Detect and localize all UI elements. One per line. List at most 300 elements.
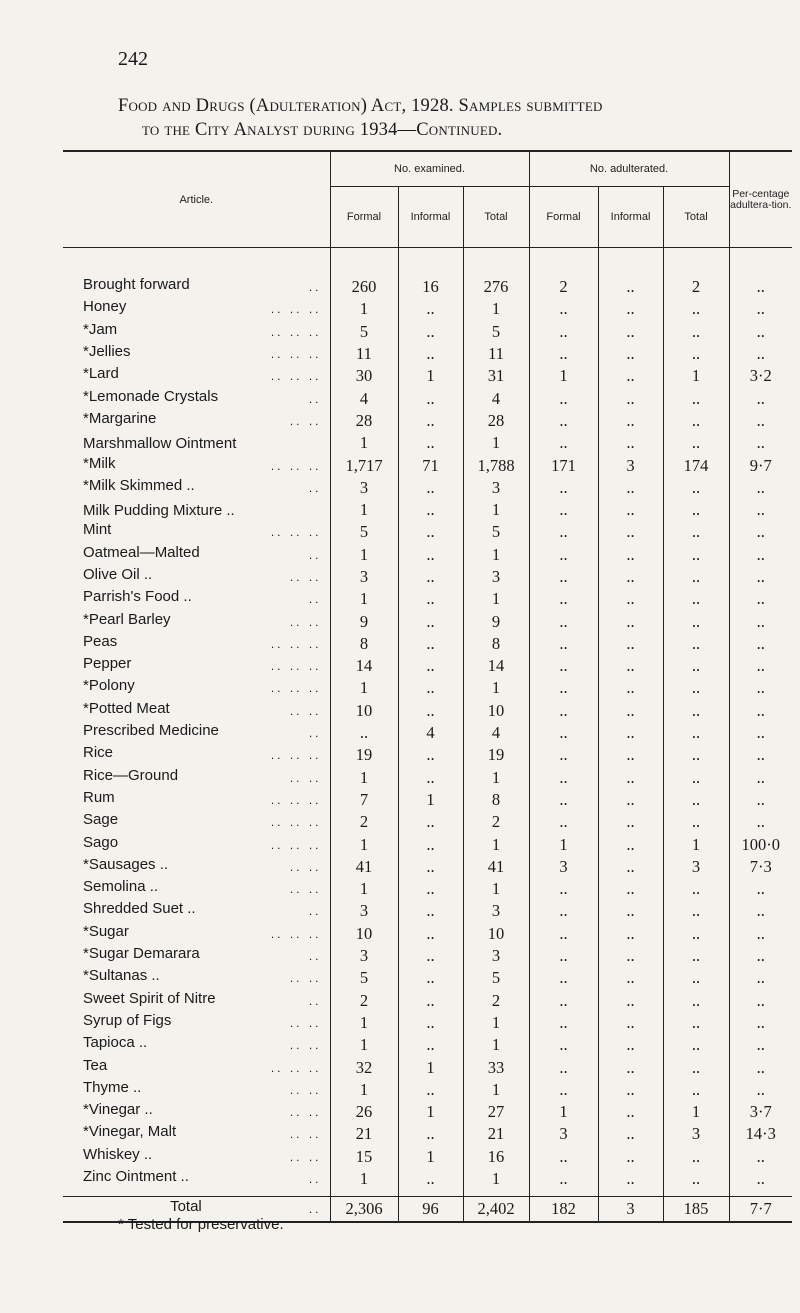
examined-total-cell: 2 (463, 811, 529, 833)
adulterated-informal-cell: .. (598, 811, 663, 833)
examined-total-cell: 1 (463, 544, 529, 566)
examined-formal-cell: 5 (330, 521, 398, 543)
percentage-cell: .. (729, 767, 792, 789)
adulterated-total-cell: 1 (663, 1101, 729, 1123)
percentage-cell: .. (729, 655, 792, 677)
adulterated-total-cell: .. (663, 410, 729, 432)
article-cell (63, 700, 330, 722)
examined-informal-cell: .. (398, 1168, 463, 1197)
table-row (63, 298, 792, 320)
adulterated-total-cell: .. (663, 1012, 729, 1034)
percentage-cell: .. (729, 544, 792, 566)
adulterated-informal-cell: .. (598, 1146, 663, 1168)
header-examined-informal: Informal (398, 187, 463, 248)
adulterated-formal-cell: 2 (529, 276, 598, 298)
adulterated-formal-cell: .. (529, 410, 598, 432)
examined-total-cell: 1 (463, 1079, 529, 1101)
article-cell (63, 1146, 330, 1168)
article-name: *Sausages .. (83, 855, 169, 873)
examined-formal-cell: 1 (330, 588, 398, 610)
caption-line-1: Food and Drugs (Adulteration) Act, 1928. Samples submitted (118, 96, 603, 116)
table-row (63, 1034, 792, 1056)
article-name: *Jam (83, 320, 118, 338)
examined-formal-cell: 1 (330, 1012, 398, 1034)
adulterated-informal-cell: .. (598, 700, 663, 722)
adulterated-informal-cell: .. (598, 298, 663, 320)
adulterated-informal-cell: .. (598, 566, 663, 588)
article-cell (63, 633, 330, 655)
article-cell (63, 1101, 330, 1123)
table-row (63, 1056, 792, 1078)
article-name: *Sultanas .. (83, 967, 160, 985)
adulterated-formal-cell: .. (529, 1056, 598, 1078)
leader-dots: .. .. .. (270, 324, 322, 339)
adulterated-total-cell: .. (663, 588, 729, 610)
leader-dots: .. .. (289, 1038, 322, 1053)
article-cell (63, 767, 330, 789)
caption-line-2: to the City Analyst during 1934—Continued. (142, 120, 503, 140)
total-examined-formal: 2,306 (330, 1197, 398, 1223)
adulterated-total-cell: .. (663, 990, 729, 1012)
examined-total-cell: 31 (463, 365, 529, 387)
table-row (63, 878, 792, 900)
adulterated-informal-cell: .. (598, 900, 663, 922)
article-name: Prescribed Medicine (83, 722, 219, 740)
table-row (63, 722, 792, 744)
percentage-cell: .. (729, 343, 792, 365)
adulterated-total-cell: .. (663, 967, 729, 989)
examined-formal-cell: 28 (330, 410, 398, 432)
table-row (63, 544, 792, 566)
percentage-cell: .. (729, 321, 792, 343)
examined-informal-cell: .. (398, 1079, 463, 1101)
examined-formal-cell: 260 (330, 276, 398, 298)
examined-formal-cell: 1 (330, 298, 398, 320)
article-cell (63, 1034, 330, 1056)
adulterated-informal-cell: .. (598, 1123, 663, 1145)
adulterated-formal-cell: .. (529, 990, 598, 1012)
adulterated-formal-cell: .. (529, 923, 598, 945)
examined-total-cell: 41 (463, 856, 529, 878)
examined-informal-cell: .. (398, 945, 463, 967)
adulterated-informal-cell: .. (598, 722, 663, 744)
table-row (63, 588, 792, 610)
examined-formal-cell: 3 (330, 566, 398, 588)
adulterated-informal-cell: .. (598, 1034, 663, 1056)
percentage-cell: .. (729, 878, 792, 900)
table-row (63, 1146, 792, 1168)
examined-informal-cell: .. (398, 477, 463, 499)
article-cell (63, 365, 330, 387)
leader-dots: .. .. (289, 1149, 322, 1164)
examined-total-cell: 1 (463, 677, 529, 699)
adulterated-formal-cell: .. (529, 477, 598, 499)
article-name: Peas (83, 632, 118, 650)
table-row (63, 1012, 792, 1034)
adulterated-informal-cell: .. (598, 1056, 663, 1078)
article-name: Pepper (83, 655, 132, 673)
header-examined-total: Total (463, 187, 529, 248)
table-row (63, 923, 792, 945)
leader-dots: .. .. (289, 703, 322, 718)
examined-formal-cell: 41 (330, 856, 398, 878)
table-row (63, 967, 792, 989)
article-name: Sage (83, 811, 119, 829)
table-row (63, 990, 792, 1012)
adulterated-informal-cell: .. (598, 521, 663, 543)
adulterated-formal-cell: .. (529, 499, 598, 521)
examined-formal-cell: 1 (330, 878, 398, 900)
examined-total-cell: 1 (463, 767, 529, 789)
adulterated-total-cell: .. (663, 343, 729, 365)
adulterated-formal-cell: .. (529, 967, 598, 989)
adulterated-informal-cell: .. (598, 1012, 663, 1034)
article-cell (63, 990, 330, 1012)
examined-total-cell: 1 (463, 833, 529, 855)
examined-total-cell: 8 (463, 789, 529, 811)
footnote: * Tested for preservative. (118, 1216, 284, 1233)
percentage-cell: .. (729, 276, 792, 298)
examined-formal-cell: 30 (330, 365, 398, 387)
examined-informal-cell: .. (398, 811, 463, 833)
adulterated-total-cell: .. (663, 923, 729, 945)
leader-dots: .. .. (289, 570, 322, 584)
leader-dots: .. (308, 280, 322, 295)
article-name: Honey (83, 298, 127, 316)
adulterated-formal-cell: .. (529, 432, 598, 454)
percentage-cell: .. (729, 990, 792, 1012)
percentage-cell: 3·7 (729, 1101, 792, 1123)
examined-formal-cell: 1 (330, 1034, 398, 1056)
adulterated-informal-cell: .. (598, 410, 663, 432)
adulterated-informal-cell: .. (598, 588, 663, 610)
total-adulterated-informal: 3 (598, 1197, 663, 1223)
percentage-cell: .. (729, 923, 792, 945)
examined-total-cell: 5 (463, 967, 529, 989)
adulterated-formal-cell: .. (529, 610, 598, 632)
examined-formal-cell: 1 (330, 1168, 398, 1197)
examined-informal-cell: .. (398, 1123, 463, 1145)
total-examined-informal: 96 (398, 1197, 463, 1223)
examined-formal-cell: 1,717 (330, 454, 398, 476)
adulterated-total-cell: .. (663, 878, 729, 900)
adulterated-informal-cell: 3 (598, 454, 663, 476)
adulterated-formal-cell: .. (529, 1012, 598, 1034)
percentage-cell: .. (729, 945, 792, 967)
table-row (63, 432, 792, 454)
adulterated-total-cell: .. (663, 566, 729, 588)
table-row (63, 1123, 792, 1145)
examined-informal-cell: .. (398, 744, 463, 766)
leader-dots: .. (308, 547, 322, 562)
article-cell (63, 1079, 330, 1101)
examined-informal-cell: .. (398, 677, 463, 699)
article-name: Semolina .. (83, 878, 159, 896)
article-name: *Pearl Barley (83, 610, 171, 628)
adulterated-formal-cell: .. (529, 789, 598, 811)
leader-dots: .. .. (289, 1127, 322, 1142)
leader-dots: .. .. (289, 413, 322, 428)
table-caption (118, 94, 758, 142)
examined-informal-cell: .. (398, 343, 463, 365)
examined-total-cell: 1 (463, 1168, 529, 1197)
examined-formal-cell: 19 (330, 744, 398, 766)
adulterated-formal-cell: .. (529, 677, 598, 699)
examined-informal-cell: .. (398, 833, 463, 855)
adulterated-informal-cell: .. (598, 856, 663, 878)
header-percentage: Per-centage adultera-tion. (729, 152, 792, 248)
adulterated-total-cell: .. (663, 811, 729, 833)
examined-total-cell: 21 (463, 1123, 529, 1145)
examined-formal-cell: 14 (330, 655, 398, 677)
examined-total-cell: 1 (463, 878, 529, 900)
examined-total-cell: 1,788 (463, 454, 529, 476)
article-name: *Margarine (83, 409, 157, 427)
table-row (63, 900, 792, 922)
adulterated-total-cell: .. (663, 633, 729, 655)
table-row (63, 521, 792, 543)
examined-informal-cell: .. (398, 432, 463, 454)
leader-dots: .. .. (289, 971, 322, 986)
article-cell (63, 677, 330, 699)
examined-formal-cell: 3 (330, 945, 398, 967)
adulterated-informal-cell: .. (598, 365, 663, 387)
article-cell (63, 833, 330, 855)
leader-dots: .. .. (289, 614, 322, 629)
examined-formal-cell: 1 (330, 833, 398, 855)
examined-total-cell: 33 (463, 1056, 529, 1078)
article-cell (63, 276, 330, 298)
article-name: Thyme .. (83, 1078, 142, 1096)
article-cell (63, 655, 330, 677)
examined-informal-cell: .. (398, 856, 463, 878)
adulterated-informal-cell: .. (598, 923, 663, 945)
adulterated-formal-cell: .. (529, 1079, 598, 1101)
percentage-cell: .. (729, 700, 792, 722)
table-row (63, 343, 792, 365)
adulterated-formal-cell: .. (529, 945, 598, 967)
leader-dots: .. .. .. (270, 748, 322, 763)
examined-total-cell: 3 (463, 900, 529, 922)
examined-informal-cell: 1 (398, 1146, 463, 1168)
table-row (63, 321, 792, 343)
table-row (63, 789, 792, 811)
examined-formal-cell: 5 (330, 967, 398, 989)
adulterated-formal-cell: .. (529, 1034, 598, 1056)
article-cell (63, 856, 330, 878)
adulterated-informal-cell: .. (598, 833, 663, 855)
examined-formal-cell: 8 (330, 633, 398, 655)
examined-informal-cell: .. (398, 1012, 463, 1034)
examined-total-cell: 14 (463, 655, 529, 677)
adulterated-total-cell: .. (663, 387, 729, 409)
table-row (63, 655, 792, 677)
table-row (63, 454, 792, 476)
examined-formal-cell: 1 (330, 1079, 398, 1101)
total-examined-total: 2,402 (463, 1197, 529, 1223)
article-name: Syrup of Figs (83, 1011, 172, 1029)
table-row (63, 811, 792, 833)
percentage-cell: .. (729, 410, 792, 432)
adulterated-formal-cell: 3 (529, 856, 598, 878)
article-cell (63, 610, 330, 632)
article-name: Brought forward (83, 276, 190, 294)
table-row (63, 499, 792, 521)
adulterated-formal-cell: .. (529, 655, 598, 677)
examined-informal-cell: .. (398, 700, 463, 722)
percentage-cell: .. (729, 1168, 792, 1197)
table-row (63, 833, 792, 855)
adulterated-formal-cell: .. (529, 1146, 598, 1168)
article-cell (63, 811, 330, 833)
adulterated-formal-cell: .. (529, 878, 598, 900)
adulterated-formal-cell: .. (529, 633, 598, 655)
table-row (63, 410, 792, 432)
article-name: *Vinegar .. (83, 1101, 153, 1119)
table-row (63, 700, 792, 722)
leader-dots: .. (308, 1202, 322, 1217)
examined-total-cell: 27 (463, 1101, 529, 1123)
examined-informal-cell: 71 (398, 454, 463, 476)
leader-dots: .. .. .. (270, 815, 322, 830)
table-row (63, 276, 792, 298)
adulterated-informal-cell: .. (598, 432, 663, 454)
leader-dots: .. .. .. (270, 302, 322, 317)
adulterated-formal-cell: 1 (529, 365, 598, 387)
examined-total-cell: 5 (463, 521, 529, 543)
adulterated-formal-cell: .. (529, 321, 598, 343)
table-row (63, 387, 792, 409)
examined-total-cell: 16 (463, 1146, 529, 1168)
adulterated-informal-cell: .. (598, 789, 663, 811)
examined-informal-cell: 1 (398, 365, 463, 387)
article-cell (63, 722, 330, 744)
article-cell (63, 1168, 330, 1197)
examined-total-cell: 3 (463, 477, 529, 499)
table-row (63, 566, 792, 588)
article-name: *Sugar (83, 922, 129, 940)
adulterated-informal-cell: .. (598, 387, 663, 409)
examined-total-cell: 4 (463, 387, 529, 409)
table-row (63, 1101, 792, 1123)
examined-informal-cell: .. (398, 410, 463, 432)
leader-dots: .. (308, 904, 322, 919)
adulterated-informal-cell: .. (598, 744, 663, 766)
percentage-cell: .. (729, 432, 792, 454)
examined-formal-cell: 7 (330, 789, 398, 811)
examined-informal-cell: .. (398, 499, 463, 521)
examined-formal-cell: 2 (330, 811, 398, 833)
table-row (63, 856, 792, 878)
table-body (63, 248, 792, 1197)
adulterated-total-cell: .. (663, 655, 729, 677)
adulterated-informal-cell: .. (598, 610, 663, 632)
article-name: *Lard (83, 365, 119, 383)
examined-informal-cell: .. (398, 878, 463, 900)
article-name: Whiskey .. (83, 1145, 153, 1163)
adulterated-total-cell: .. (663, 945, 729, 967)
adulterated-total-cell: 3 (663, 856, 729, 878)
adulterated-total-cell: .. (663, 477, 729, 499)
adulterated-informal-cell: .. (598, 544, 663, 566)
article-name: *Vinegar, Malt (83, 1123, 177, 1141)
total-adulterated-total: 185 (663, 1197, 729, 1223)
article-cell (63, 321, 330, 343)
article-cell (63, 923, 330, 945)
examined-formal-cell: 32 (330, 1056, 398, 1078)
percentage-cell: 7·3 (729, 856, 792, 878)
percentage-cell: .. (729, 722, 792, 744)
adulterated-formal-cell: .. (529, 298, 598, 320)
leader-dots: .. (308, 480, 322, 495)
leader-dots: .. .. .. (270, 837, 322, 852)
adulterated-formal-cell: .. (529, 1168, 598, 1197)
examined-informal-cell: .. (398, 767, 463, 789)
table-row (63, 767, 792, 789)
examined-total-cell: 11 (463, 343, 529, 365)
adulterated-formal-cell: .. (529, 900, 598, 922)
examined-formal-cell: 11 (330, 343, 398, 365)
leader-dots: .. .. (289, 859, 322, 874)
examined-total-cell: 3 (463, 566, 529, 588)
adulterated-formal-cell: 1 (529, 1101, 598, 1123)
article-name: Mint (83, 521, 112, 539)
article-name: Tapioca .. (83, 1034, 148, 1052)
examined-formal-cell: 1 (330, 544, 398, 566)
examined-formal-cell: 1 (330, 677, 398, 699)
adulterated-formal-cell: 171 (529, 454, 598, 476)
examined-total-cell: 19 (463, 744, 529, 766)
adulterated-informal-cell: .. (598, 477, 663, 499)
adulterated-informal-cell: .. (598, 655, 663, 677)
adulterated-total-cell: .. (663, 432, 729, 454)
article-cell (63, 499, 330, 521)
adulterated-total-cell: .. (663, 610, 729, 632)
percentage-cell: .. (729, 677, 792, 699)
table-row (63, 677, 792, 699)
percentage-cell: .. (729, 298, 792, 320)
percentage-cell: .. (729, 610, 792, 632)
percentage-cell: 3·2 (729, 365, 792, 387)
adulterated-informal-cell: .. (598, 1079, 663, 1101)
examined-formal-cell: 10 (330, 923, 398, 945)
examined-informal-cell: .. (398, 610, 463, 632)
examined-formal-cell: 2 (330, 990, 398, 1012)
adulterated-informal-cell: .. (598, 1101, 663, 1123)
leader-dots: .. (308, 949, 322, 964)
leader-dots: .. .. .. (270, 926, 322, 941)
examined-total-cell: 4 (463, 722, 529, 744)
examined-formal-cell: 4 (330, 387, 398, 409)
article-cell (63, 744, 330, 766)
adulterated-total-cell: .. (663, 1168, 729, 1197)
adulterated-total-cell: .. (663, 677, 729, 699)
adulterated-formal-cell: 1 (529, 833, 598, 855)
examined-total-cell: 10 (463, 700, 529, 722)
header-adulterated-informal: Informal (598, 187, 663, 248)
leader-dots: .. .. .. (270, 1060, 322, 1075)
examined-formal-cell: 3 (330, 477, 398, 499)
total-label-text: Total (170, 1198, 202, 1216)
percentage-cell: .. (729, 633, 792, 655)
examined-total-cell: 8 (463, 633, 529, 655)
leader-dots: .. (308, 726, 322, 741)
leader-dots: .. (308, 993, 322, 1008)
examined-total-cell: 1 (463, 1034, 529, 1056)
percentage-cell: .. (729, 744, 792, 766)
article-name: Milk Pudding Mixture .. (83, 501, 235, 519)
article-cell (63, 454, 330, 476)
